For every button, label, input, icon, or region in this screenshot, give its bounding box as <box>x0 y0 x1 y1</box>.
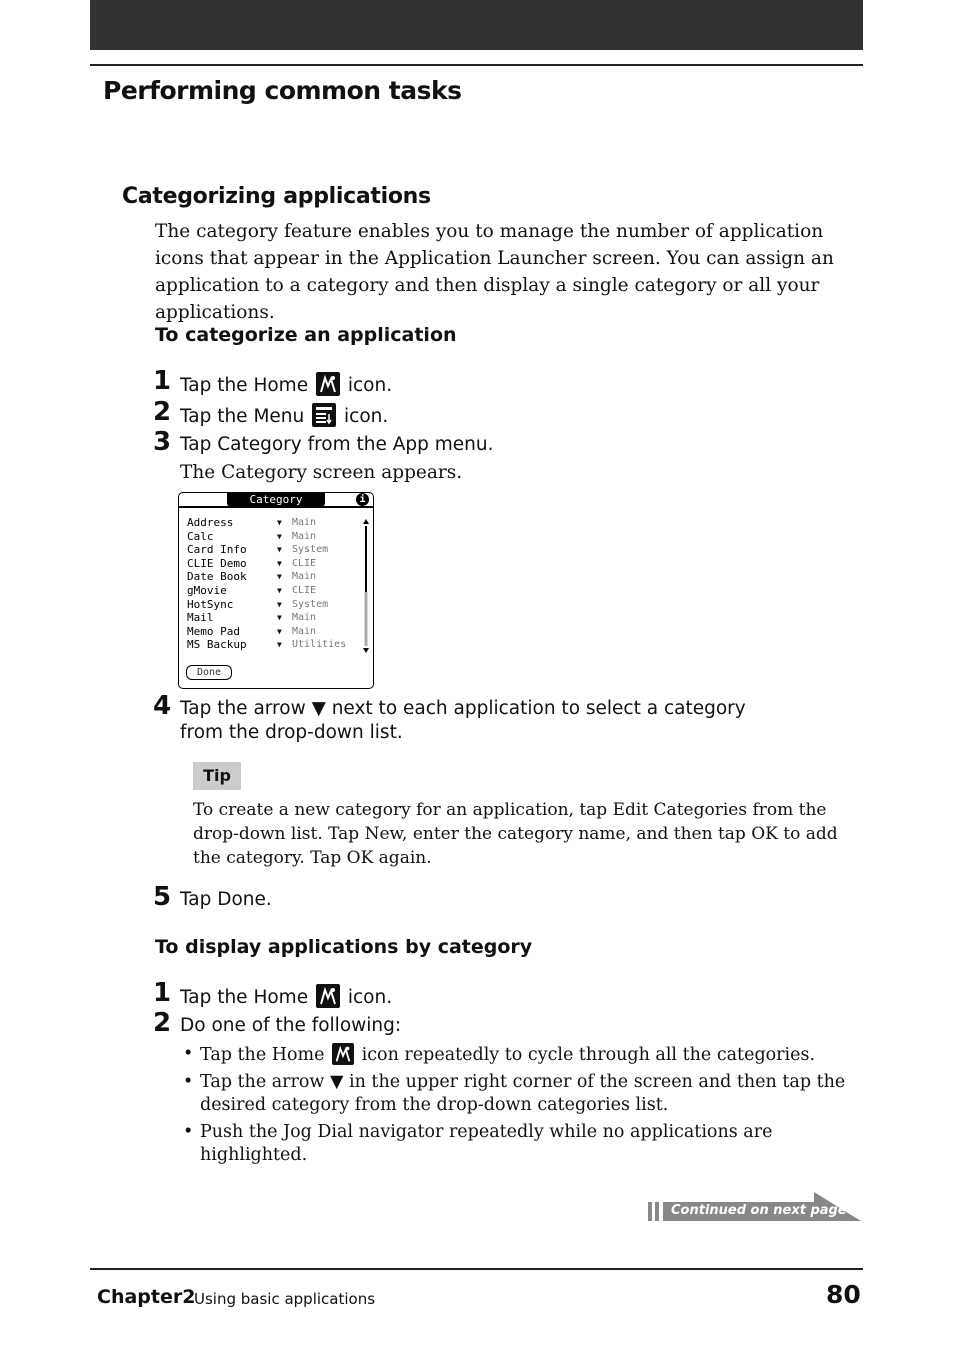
dropdown-arrow-icon[interactable]: ▼ <box>277 640 282 650</box>
list-item[interactable] <box>187 584 367 598</box>
list-item[interactable] <box>187 625 367 639</box>
list-item[interactable] <box>187 557 367 571</box>
section-intro: The category feature enables you to manage the number of application icons that appear in the Application Launcher screen. You can assign an application to a category and then display a single category or all your applications. <box>155 221 834 323</box>
step-number: 3 <box>153 427 172 457</box>
list-item: • Tap the Home icon repeatedly to cycle through all the categories. <box>180 1043 860 1067</box>
dropdown-arrow-icon[interactable]: ▼ <box>277 599 282 609</box>
dropdown-arrow-icon[interactable]: ▼ <box>277 518 282 527</box>
list-item[interactable] <box>187 543 367 557</box>
list-item[interactable] <box>187 570 367 584</box>
section-title: Categorizing applications <box>122 184 431 209</box>
app-name: Date Book <box>187 570 247 584</box>
app-name: CLIE Demo <box>187 556 247 570</box>
procedure-title: To categorize an application <box>155 324 457 346</box>
app-name: Memo Pad <box>187 624 240 638</box>
step-text: Do one of the following: <box>180 1015 402 1036</box>
category-value[interactable]: CLIE <box>292 585 317 596</box>
app-name: Card Info <box>187 543 247 557</box>
list-item[interactable] <box>187 638 367 652</box>
category-value[interactable]: Main <box>292 571 317 583</box>
step-text: Tap the Home icon. <box>180 372 392 398</box>
dropdown-arrow-icon[interactable]: ▼ <box>277 558 282 568</box>
list-item: • Push the Jog Dial navigator repeatedly while no applications are highlighted. <box>180 1121 860 1167</box>
chapter-subtitle: Using basic applications <box>194 1290 376 1308</box>
category-screen <box>178 492 374 689</box>
app-name: gMovie <box>187 584 227 597</box>
category-value[interactable]: Main <box>292 625 317 637</box>
home-icon <box>332 1043 354 1065</box>
dropdown-arrow-icon[interactable]: ▼ <box>277 572 282 582</box>
category-value[interactable]: System <box>292 598 329 610</box>
step-number: 2 <box>153 397 172 427</box>
app-name: Address <box>187 516 234 529</box>
category-value[interactable]: Main <box>292 612 317 624</box>
tip-label: Tip <box>193 762 241 790</box>
scrollbar[interactable] <box>362 518 370 654</box>
category-value[interactable]: System <box>292 544 329 556</box>
category-value[interactable]: Utilities <box>292 639 347 651</box>
app-name: MS Backup <box>187 638 247 652</box>
screen-title-bar <box>179 493 373 508</box>
dropdown-arrow-icon[interactable]: ▼ <box>277 626 282 636</box>
header-bar <box>90 0 863 50</box>
category-value[interactable]: Main <box>292 517 317 528</box>
step-text: Tap the arrow ▼ next to each application to select a category from the drop-down list. <box>180 698 746 743</box>
dropdown-arrow-icon[interactable]: ▼ <box>277 545 282 555</box>
app-name: Mail <box>187 611 214 625</box>
category-value[interactable]: CLIE <box>292 557 317 569</box>
category-value[interactable]: Main <box>292 530 317 542</box>
procedure-title: To display applications by category <box>155 936 533 958</box>
step-number: 4 <box>153 691 172 721</box>
home-icon <box>316 372 340 396</box>
step-text: Tap the Menu icon. <box>180 403 388 429</box>
home-icon <box>316 984 340 1008</box>
step-number: 1 <box>153 366 172 396</box>
list-item[interactable] <box>187 516 367 530</box>
chapter-label: Chapter2 <box>97 1286 196 1308</box>
step-text: Tap the Home icon. <box>180 984 392 1010</box>
dropdown-arrow-icon[interactable]: ▼ <box>277 613 282 623</box>
list-item[interactable] <box>187 598 367 612</box>
tip-text: To create a new category for an application, tap Edit Categories from the drop-down list. Tap New, enter the category name, and then tap OK to add the category. Tap OK again. <box>193 800 838 868</box>
list-item[interactable] <box>187 611 367 625</box>
screen-title: Category <box>227 493 325 507</box>
list-item: • Tap the arrow ▼ in the upper right corner of the screen and then tap the desired category from the drop-down categories list. <box>180 1071 860 1117</box>
info-icon[interactable]: i <box>356 493 369 506</box>
page-number: 80 <box>826 1280 861 1309</box>
app-name: HotSync <box>187 597 234 611</box>
done-button[interactable]: Done <box>186 665 232 680</box>
list-item[interactable] <box>187 530 367 544</box>
options-list <box>180 1043 860 1171</box>
header-rule <box>90 64 863 66</box>
footer-rule <box>90 1268 863 1270</box>
menu-icon <box>312 403 336 427</box>
step-number: 2 <box>153 1008 172 1038</box>
result-note: The Category screen appears. <box>180 462 463 483</box>
page-title: Performing common tasks <box>103 76 462 105</box>
continued-text: Continued on next page <box>671 1203 847 1218</box>
step-text: Tap Done. <box>180 889 272 910</box>
step-text: Tap Category from the App menu. <box>180 434 494 455</box>
app-name: Calc <box>187 529 214 543</box>
dropdown-arrow-icon[interactable]: ▼ <box>277 531 282 541</box>
dropdown-arrow-icon[interactable]: ▼ <box>277 586 282 595</box>
step-number: 1 <box>153 978 172 1008</box>
continued-marker <box>648 1192 862 1222</box>
step-number: 5 <box>153 882 172 912</box>
